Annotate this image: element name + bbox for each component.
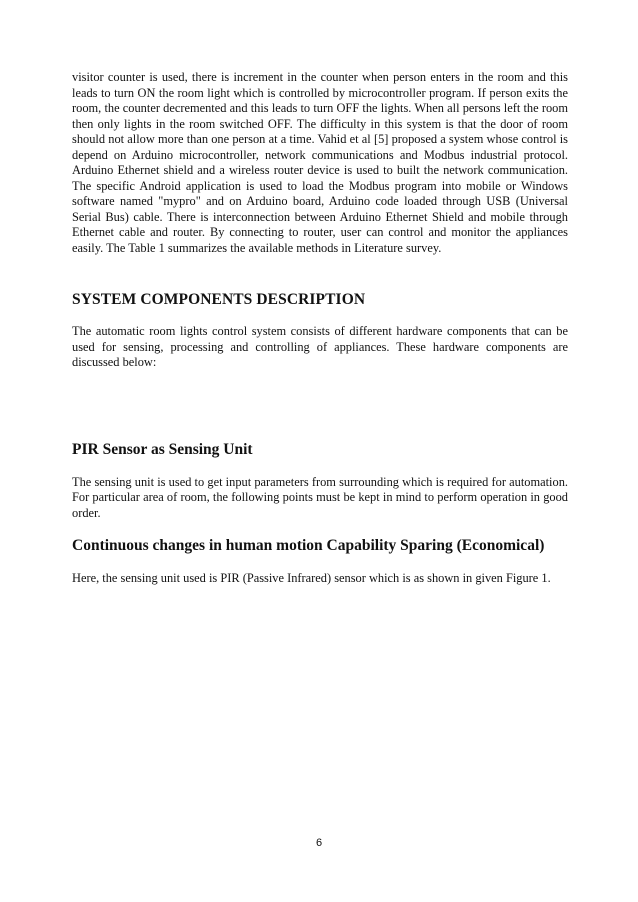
- paragraph-sensing-unit: The sensing unit is used to get input parameters from surrounding which is required for automation. For particular area of room, the following points must be kept in mind to perform operation in good order.: [72, 474, 568, 520]
- paragraph-figure-reference: Here, the sensing unit used is PIR (Passive Infrared) sensor which is as shown in given Figure 1.: [72, 571, 551, 585]
- page-body: [72, 70, 568, 587]
- paragraph-system-components: The automatic room lights control system consists of different hardware components that can be used for sensing, processing and controlling of appliances. These hardware components are discussed below:: [72, 324, 568, 369]
- heading-pir-sensor: PIR Sensor as Sensing Unit: [72, 440, 253, 458]
- paragraph-literature-survey: visitor counter is used, there is increment in the counter when person enters in the room and this leads to turn ON the room light which is controlled by microcontroller program. If person exits the room, the counter decremented and this leads to turn OFF the lights. When all persons left the room then only lights in the room switched OFF. The difficulty in this system is that the door of room should not allow more than one person at a time. Vahid et al [5] proposed a system whose control is depend on Arduino microcontroller, network communications and Modbus industrial protocol. Arduino Ethernet shield and a wireless router device is used to built the network communication. The specific Android application is used to load the Modbus program into mobile or Windows software named "mypro" and on Arduino board, Arduino code loaded through USB (Universal Serial Bus) cable. There is interconnection between Arduino Ethernet Shield and mobile through Ethernet cable and router. By connecting to router, user can control and monitor the appliances easily. The Table 1 summarizes the available methods in Literature survey.: [72, 70, 568, 255]
- heading-continuous-changes: Continuous changes in human motion Capability Sparing (Economical): [72, 537, 545, 554]
- heading-system-components: SYSTEM COMPONENTS DESCRIPTION: [72, 291, 366, 308]
- page-number: 6: [315, 837, 323, 849]
